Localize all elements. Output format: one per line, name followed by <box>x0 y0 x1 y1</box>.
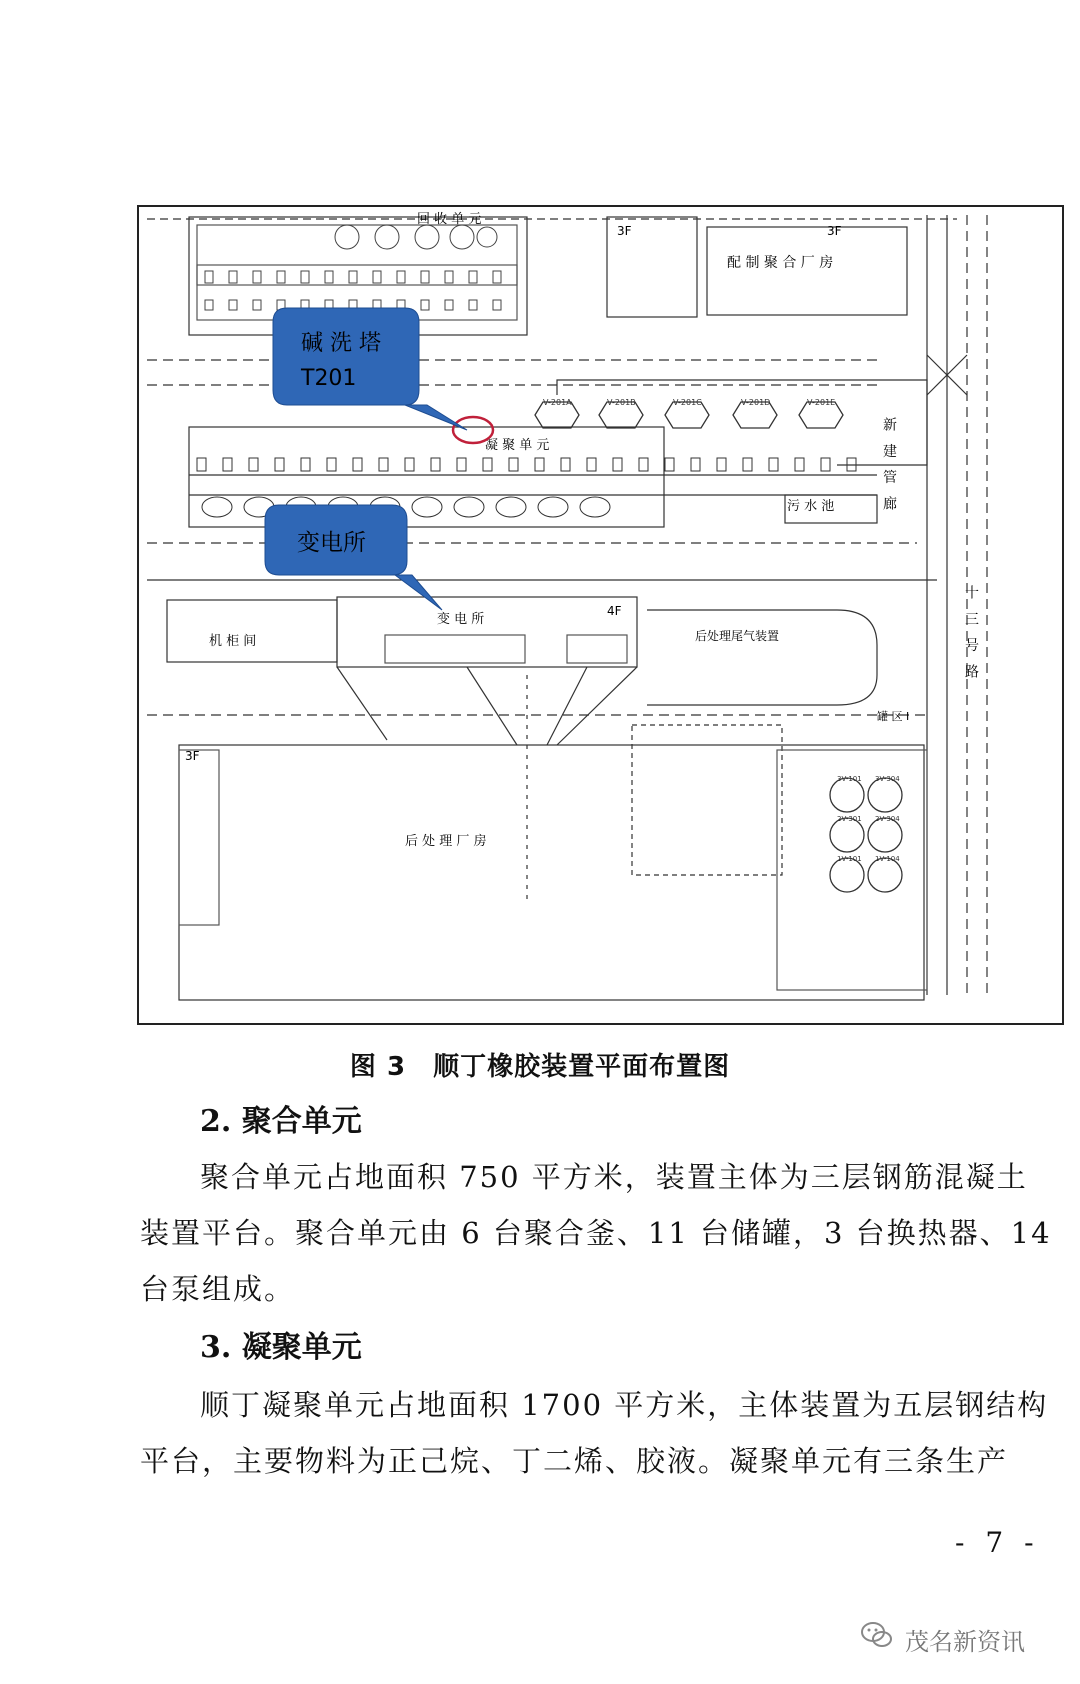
wechat-icon <box>860 1620 894 1650</box>
section3-line1: 顺丁凝聚单元占地面积 1700 平方米，主体装置为五层钢结构 <box>200 1388 1049 1422</box>
figure-caption: 图 3 顺丁橡胶装置平面布置图 <box>349 1052 731 1082</box>
cabinet-room-label: 机 柜 间 <box>209 634 257 649</box>
small-tank-label: 1V-104 <box>875 855 900 863</box>
small-tank-label: 3V-304 <box>875 775 900 783</box>
tank-label: V-201D <box>741 398 771 407</box>
section3-line2: 平台，主要物料为正己烷、丁二烯、胶液。凝聚单元有三条生产 <box>140 1444 1009 1478</box>
road-13-label: 十 三 号 路 <box>963 585 979 683</box>
new-pipe-rack-label: 新 建 管 廊 <box>881 417 897 515</box>
floor-3f-a: 3F <box>617 224 632 238</box>
tank-label: V-201C <box>673 398 702 407</box>
section2-line1: 聚合单元占地面积 750 平方米，装置主体为三层钢筋混凝土 <box>200 1160 1028 1194</box>
callout-substation-text: 变电所 <box>297 530 366 556</box>
section2-line3: 台泵组成。 <box>140 1272 296 1306</box>
substation-label: 变 电 所 <box>437 612 485 627</box>
sewage-pool-label: 污 水 池 <box>787 499 835 514</box>
small-tank-label: 2V-301 <box>837 815 862 823</box>
tank-label: V-201A <box>543 398 572 407</box>
page-number: - 7 - <box>955 1526 1040 1559</box>
floor-4f: 4F <box>607 604 622 618</box>
tail-gas-label: 后处理尾气装置 <box>695 629 780 643</box>
section2-heading: 2. 聚合单元 <box>200 1104 362 1139</box>
tank-area-label: 罐 区 Ⅰ <box>877 710 910 723</box>
callout-tower-line1: 碱 洗 塔 <box>301 331 381 356</box>
floor-3f-b: 3F <box>827 224 842 238</box>
tank-label: V-201E <box>807 398 836 407</box>
floor-3f-c: 3F <box>185 749 200 763</box>
section3-heading: 3. 凝聚单元 <box>200 1330 362 1365</box>
post-plant-label: 后 处 理 厂 房 <box>405 834 487 849</box>
section2-line2: 装置平台。聚合单元由 6 台聚合釜、11 台储罐，3 台换热器、14 <box>140 1216 1052 1250</box>
coag-unit-label: 凝 聚 单 元 <box>485 438 550 453</box>
small-tank-label: 3V-101 <box>837 775 862 783</box>
watermark-text: 茂名新资讯 <box>905 1628 1025 1656</box>
layout-plan-figure <box>137 205 1064 1025</box>
small-tank-label: 1V-101 <box>837 855 862 863</box>
recovery-unit-label: 回 收 单 元 <box>417 212 482 227</box>
polymer-prep-label: 配 制 聚 合 厂 房 <box>727 255 834 271</box>
small-tank-label: 2V-304 <box>875 815 900 823</box>
tank-label: V-201B <box>607 398 636 407</box>
callout-tower-line2: T201 <box>301 366 357 391</box>
